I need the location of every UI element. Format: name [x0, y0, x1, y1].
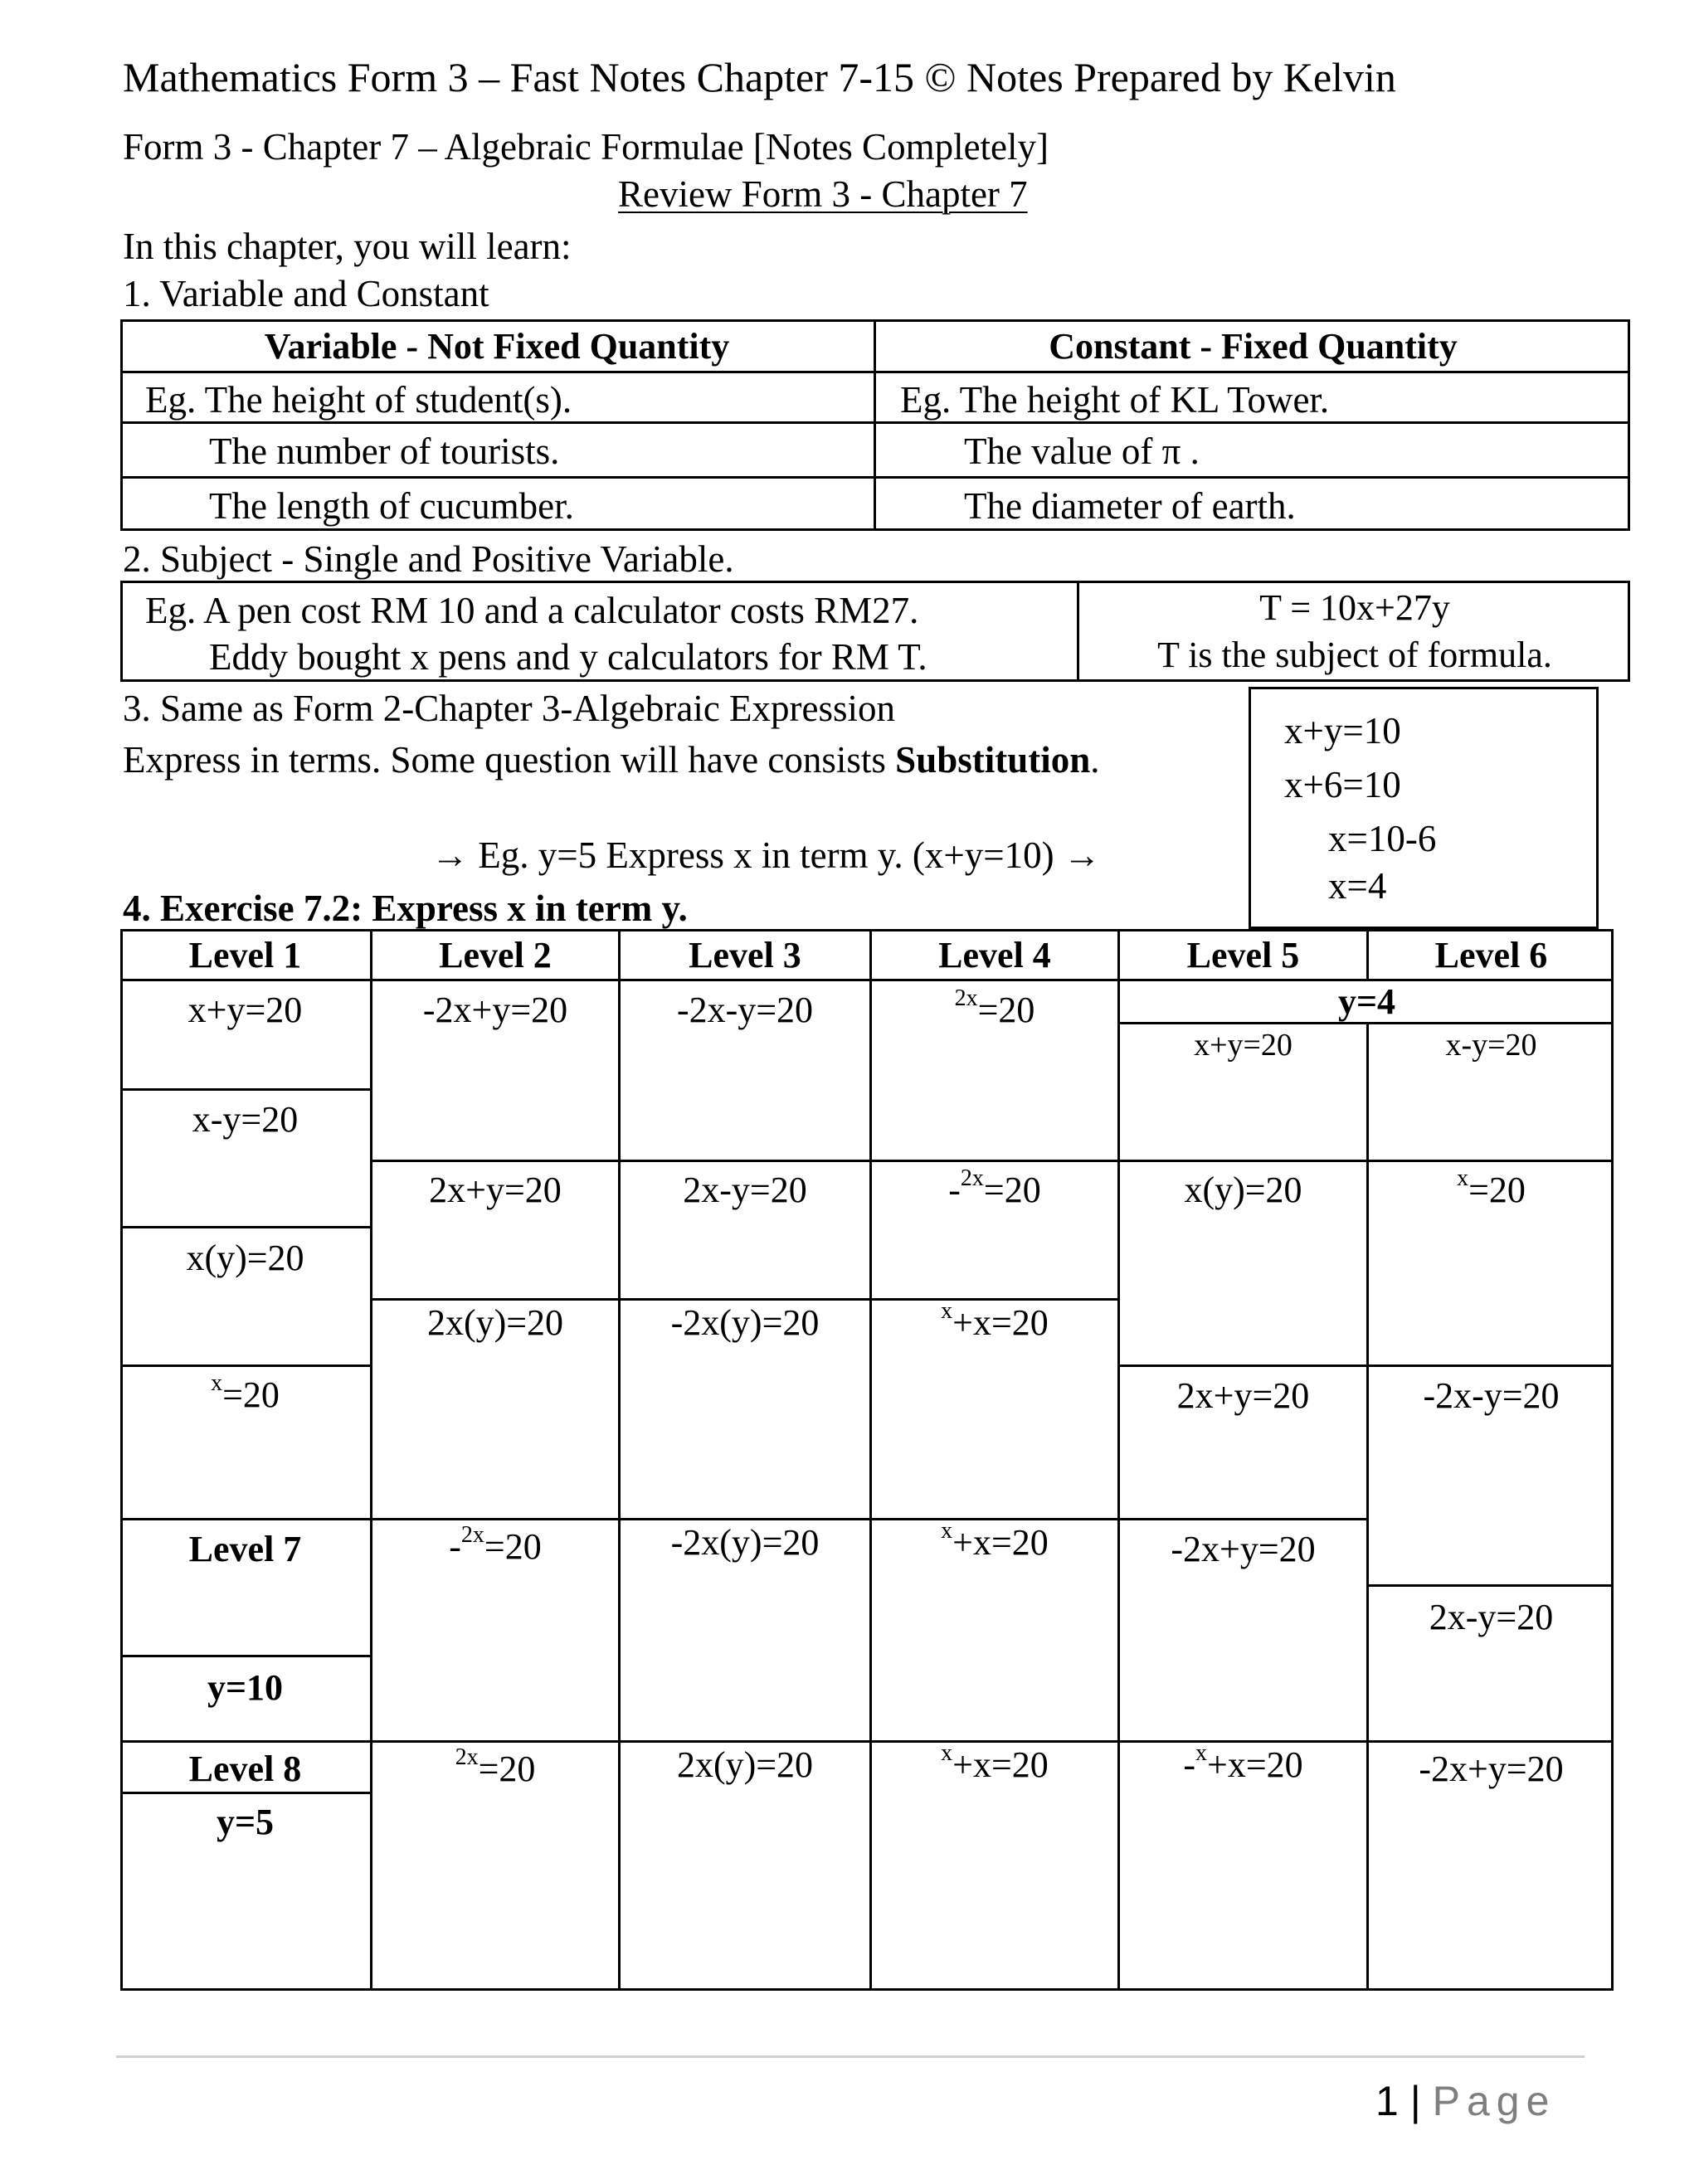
level6-q4: 2x-y=20: [1429, 1597, 1554, 1637]
level-8-given: y=5: [216, 1802, 275, 1842]
level2-q2: 2x+y=20: [429, 1170, 562, 1210]
box-line-2: x+6=10: [1284, 764, 1401, 805]
level5-q3: 2x+y=20: [1176, 1375, 1310, 1416]
variable-example-1: Eg. The height of student(s).: [145, 379, 572, 421]
item-variable-constant: 1. Variable and Constant: [123, 273, 489, 314]
level5-q4: -2x+y=20: [1171, 1529, 1316, 1569]
level-7-given: y=10: [207, 1667, 284, 1708]
constant-example-2: The value of π .: [964, 430, 1200, 472]
level4-q2: - 2x =20: [948, 1165, 1041, 1210]
level1-q1: x+y=20: [187, 990, 303, 1030]
review-heading: Review Form 3 - Chapter 7: [618, 173, 1028, 215]
level-6-header: Level 6: [1434, 934, 1548, 975]
level8-q2: 2x =20: [455, 1744, 536, 1789]
level8-q3: 2x(y)=20: [676, 1744, 814, 1785]
level5-q2: x(y)=20: [1184, 1170, 1302, 1210]
level-4-header: Level 4: [938, 934, 1051, 975]
level-8-label: Level 8: [188, 1749, 302, 1789]
level6-q1: x-y=20: [1445, 1028, 1537, 1063]
box-line-4: x=4: [1328, 865, 1387, 907]
level4-q1: 2x =20: [954, 985, 1035, 1030]
header-variable: Variable - Not Fixed Quantity: [264, 325, 730, 367]
level4-q3: x +x=20: [941, 1298, 1049, 1343]
box-line-1: x+y=10: [1284, 710, 1401, 752]
level7-q3: -2x(y)=20: [670, 1522, 820, 1563]
level7-q4: x +x=20: [941, 1518, 1049, 1563]
level-3-header: Level 3: [689, 934, 801, 975]
box-line-3: x=10-6: [1328, 818, 1437, 859]
page-number: 1: [1375, 2078, 1399, 2124]
level5-q1: x+y=20: [1194, 1028, 1293, 1063]
level2-q1: -2x+y=20: [422, 990, 568, 1030]
level-2-header: Level 2: [439, 934, 552, 975]
footer-rule: [116, 2055, 1585, 2058]
page-word: Page: [1432, 2078, 1556, 2124]
item-subject: 2. Subject - Single and Positive Variable.: [123, 538, 734, 580]
subject-formula: T = 10x+27y: [1259, 587, 1450, 628]
subject-example-line1: Eg. A pen cost RM 10 and a calculator costs RM27.: [145, 590, 919, 631]
page-footer: [1375, 2080, 1555, 2122]
level3-q2: 2x-y=20: [683, 1170, 807, 1210]
constant-example-3: The diameter of earth.: [964, 485, 1296, 527]
level2-q3: 2x(y)=20: [426, 1302, 564, 1343]
substitution-box: [1249, 687, 1599, 929]
level-1-header: Level 1: [188, 934, 302, 975]
level3-q3: -2x(y)=20: [670, 1302, 820, 1343]
level8-q6: -2x+y=20: [1419, 1749, 1564, 1789]
chapter-line: Form 3 - Chapter 7 – Algebraic Formulae [Notes Completely]: [123, 126, 1049, 168]
subject-formula-note: T is the subject of formula.: [1157, 635, 1552, 675]
level1-q2: x-y=20: [192, 1099, 299, 1140]
level5-6-given: y=4: [1337, 980, 1396, 1022]
variable-example-3: The length of cucumber.: [209, 485, 574, 527]
level1-q3: x(y)=20: [186, 1238, 304, 1278]
variable-example-2: The number of tourists.: [209, 430, 560, 472]
level1-q4: x =20: [211, 1370, 280, 1415]
level8-q4: x +x=20: [941, 1740, 1049, 1785]
item-algebraic-expression: 3. Same as Form 2-Chapter 3-Algebraic Expression: [123, 688, 896, 729]
header-constant: Constant - Fixed Quantity: [1049, 325, 1458, 367]
express-terms-line: Express in terms. Some question will have consists Substitution.: [123, 739, 1100, 781]
level8-q5: - x +x=20: [1183, 1740, 1303, 1785]
level-5-header: Level 5: [1186, 934, 1300, 975]
constant-example-1: Eg. The height of KL Tower.: [900, 379, 1330, 421]
page-separator: |: [1409, 2078, 1421, 2124]
level6-q2: x =20: [1457, 1165, 1526, 1210]
level6-q3: -2x-y=20: [1423, 1375, 1560, 1416]
level7-q2: - 2x =20: [449, 1522, 542, 1567]
subject-example-line2: Eddy bought x pens and y calculators for RM T.: [209, 636, 927, 678]
document-title: Mathematics Form 3 – Fast Notes Chapter 7-15 © Notes Prepared by Kelvin: [123, 54, 1396, 100]
substitution-example: → Eg. y=5 Express x in term y. (x+y=10) →: [431, 834, 1101, 876]
learn-line: In this chapter, you will learn:: [123, 226, 572, 267]
level3-q1: -2x-y=20: [676, 990, 814, 1030]
exercise-title: 4. Exercise 7.2: Express x in term y.: [123, 888, 688, 929]
level-7-label: Level 7: [188, 1529, 302, 1569]
